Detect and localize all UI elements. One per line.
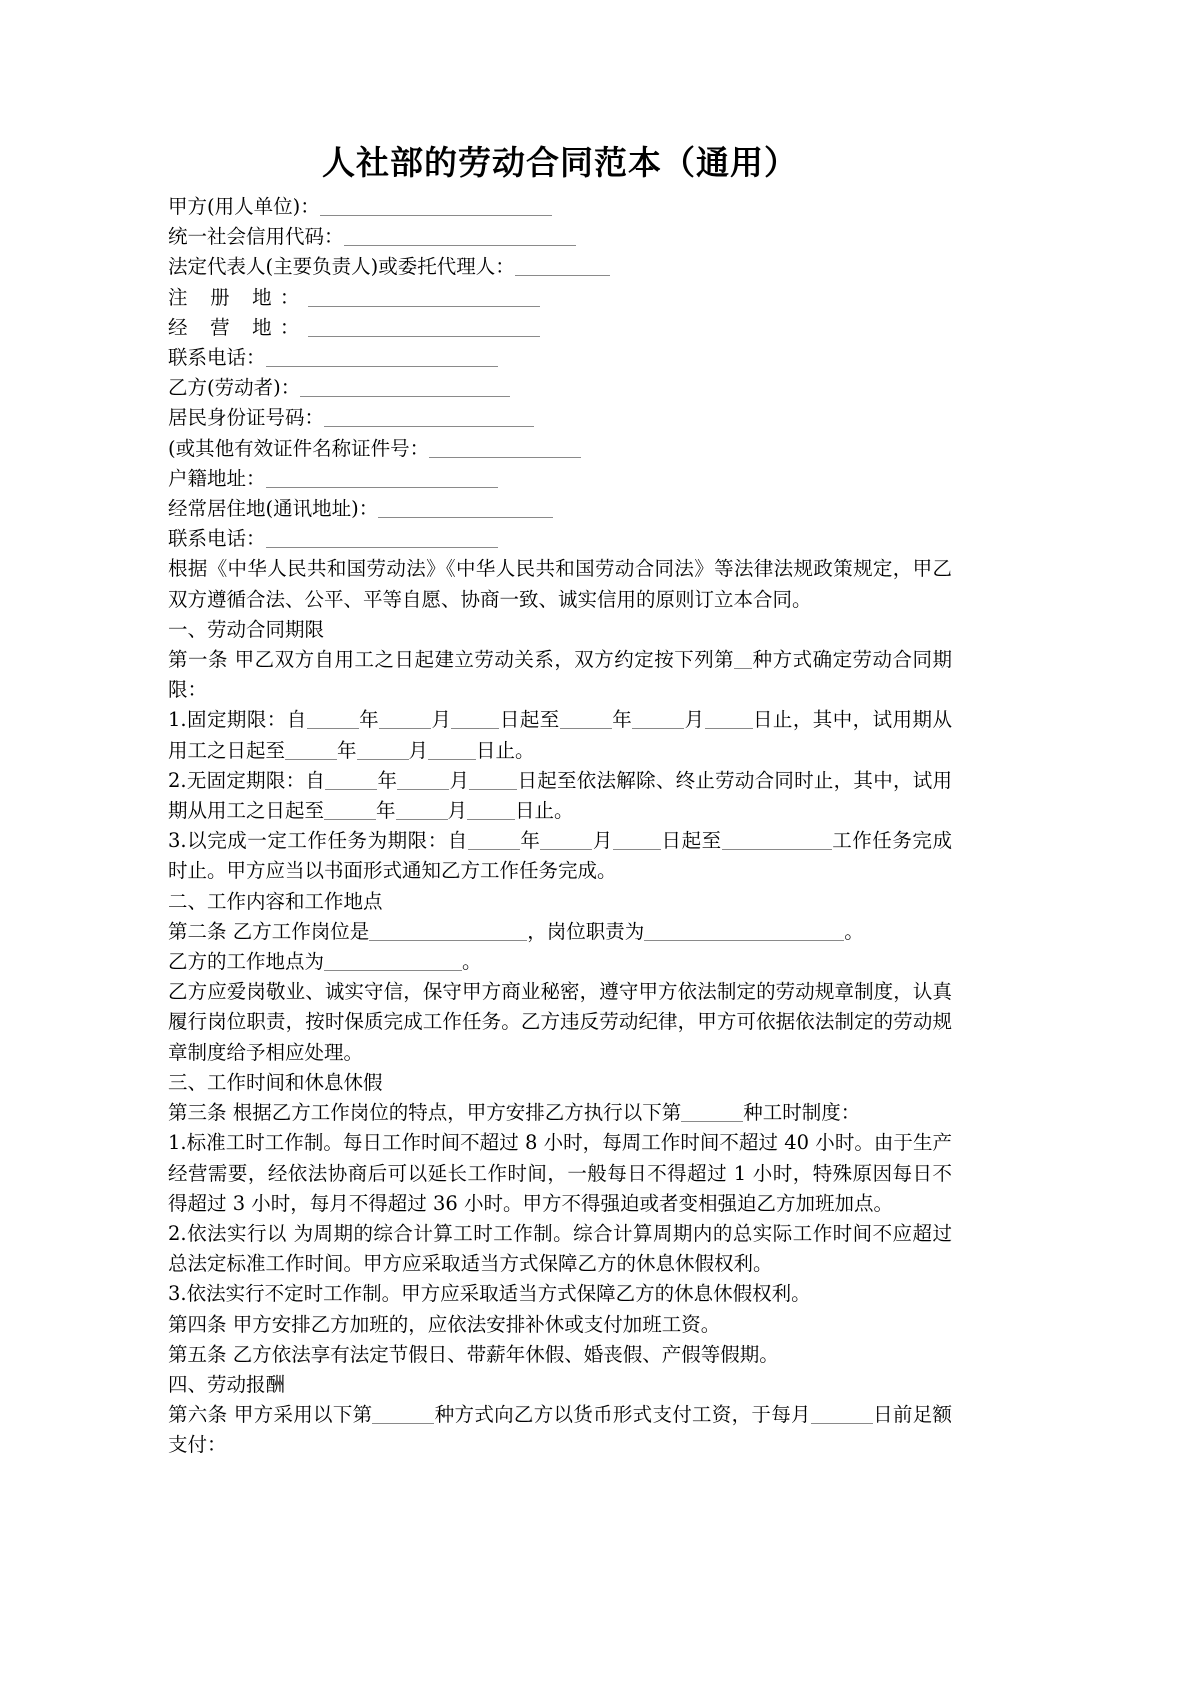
clause-text: 。 — [462, 950, 482, 974]
fill-in-blank[interactable] — [266, 468, 498, 488]
clause-clause-5 — [168, 1340, 952, 1370]
clause-text: 第五条 乙方依法享有法定节假日、带薪年休假、婚丧假、产假等假期。 — [168, 1342, 779, 1366]
clause-text: 年 — [519, 829, 541, 853]
clause-text: 种方式向乙方以货币形式支付工资，于每月 — [434, 1403, 811, 1427]
clause-text: 月 — [449, 768, 470, 792]
clause-text: 日起至 — [499, 708, 560, 732]
fill-in-blank[interactable] — [324, 407, 534, 427]
form-field-row — [168, 313, 952, 343]
fill-in-blank[interactable] — [705, 709, 753, 729]
fill-in-blank[interactable] — [372, 1404, 434, 1424]
form-field-row — [168, 373, 952, 403]
fill-in-blank[interactable] — [515, 256, 610, 276]
fill-in-blank[interactable] — [467, 800, 515, 820]
fill-in-blank[interactable] — [540, 830, 592, 850]
clause-text: 第四条 甲方安排乙方加班的，应依法安排补休或支付加班工资。 — [168, 1312, 721, 1336]
clause-clause-2-duty — [168, 977, 952, 1068]
form-field-row — [168, 192, 952, 222]
clause-text: 第三条 根据乙方工作岗位的特点，甲方安排乙方执行以下第 — [168, 1101, 682, 1125]
form-field-row — [168, 252, 952, 282]
clause-text: 日止。 — [476, 738, 535, 762]
clause-clause-3 — [168, 1098, 952, 1128]
clause-clause-1-item-1 — [168, 705, 952, 765]
clause-text: ，岗位职责为 — [527, 919, 645, 943]
form-field-label: 经常居住地(通讯地址)： — [168, 497, 379, 521]
clause-text: 乙方的工作地点为 — [168, 950, 325, 974]
clause-clause-3-item-1 — [168, 1128, 952, 1219]
clause-text: 第六条 甲方采用以下第 — [168, 1403, 373, 1427]
form-field-label: 联系电话： — [168, 346, 266, 370]
fill-in-blank[interactable] — [320, 196, 552, 216]
clause-text: 月 — [684, 708, 705, 732]
preamble-paragraph — [168, 554, 952, 614]
clause-text: 日止，其中，试用期从用工之日起至 — [168, 708, 952, 762]
clause-text: 日起至 — [660, 829, 722, 853]
clause-clause-2 — [168, 917, 952, 947]
form-field-label: 甲方(用人单位)： — [168, 195, 320, 218]
fill-in-blank[interactable] — [325, 770, 377, 790]
contract-sections — [168, 615, 952, 1461]
section-heading: 三、工作时间和休息休假 — [168, 1070, 383, 1094]
fill-in-blank[interactable] — [644, 921, 844, 941]
page-title: 人社部的劳动合同范本（通用） — [322, 143, 798, 182]
fill-in-blank[interactable] — [397, 770, 449, 790]
fill-in-blank[interactable] — [468, 830, 520, 850]
clause-clause-1 — [168, 645, 952, 705]
clause-text: 第一条 甲乙双方自用工之日起建立劳动关系，双方约定按下列第 — [168, 648, 735, 672]
clause-clause-3-item-2 — [168, 1219, 952, 1279]
clause-text: 年 — [611, 708, 633, 732]
form-field-label: (或其他有效证件名称证件号： — [168, 436, 430, 460]
form-field-label: 注 册 地： — [168, 285, 308, 309]
clause-text: 年 — [377, 768, 398, 792]
fill-in-blank[interactable] — [722, 830, 832, 850]
section-heading: 一、劳动合同期限 — [168, 617, 325, 641]
fill-in-blank[interactable] — [429, 438, 581, 458]
form-field-label: 居民身份证号码： — [168, 406, 325, 430]
form-field-label: 乙方(劳动者)： — [168, 376, 301, 400]
form-field-row — [168, 434, 952, 464]
form-field-row — [168, 464, 952, 494]
clause-text: 日前足额支付： — [168, 1403, 952, 1457]
fill-in-blank[interactable] — [324, 800, 376, 820]
fill-in-blank[interactable] — [357, 740, 409, 760]
preamble-text: 根据《中华人民共和国劳动法》《中华人民共和国劳动合同法》等法律法规政策规定，甲乙双方遵循合法、公平、平等自愿、协商一致、诚实信用的原则订立本合同。 — [168, 557, 952, 611]
clause-text: 种方式确定劳动合同期限： — [168, 648, 952, 702]
fill-in-blank[interactable] — [266, 347, 498, 367]
fill-in-blank[interactable] — [300, 377, 510, 397]
clause-clause-1-item-3 — [168, 826, 952, 886]
fill-in-blank[interactable] — [811, 1404, 873, 1424]
clause-text: 2.依法实行以 为周期的综合计算工时工作制。综合计算周期内的总实际工作时间不应超过总法定标准工作时间。甲方应采取适当方式保障乙方的休息休假权利。 — [168, 1221, 952, 1276]
clause-text: 1.标准工时工作制。每日工作时间不超过 8 小时，每周工作时间不超过 40 小时。由于生产经营需要，经依法协商后可以延长工作时间，一般每日不得超过 1 小时，特殊原因每日不得超过 3 小时，每月不得超过 36 小时。甲方不得强迫或者变相强迫乙方加班加点。 — [168, 1131, 952, 1215]
fill-in-blank[interactable] — [632, 709, 684, 729]
clause-text: 日止。 — [515, 799, 574, 823]
form-field-row — [168, 283, 952, 313]
clause-text: 月 — [408, 738, 429, 762]
clause-text: 年 — [376, 799, 396, 823]
fill-in-blank[interactable] — [613, 830, 661, 850]
clause-text: 乙方应爱岗敬业、诚实守信，保守甲方商业秘密，遵守甲方依法制定的劳动规章制度，认真履行岗位职责，按时保质完成工作任务。乙方违反劳动纪律，甲方可依据依法制定的劳动规章制度给予相应处理。 — [168, 980, 952, 1064]
fill-in-blank[interactable] — [324, 951, 462, 971]
clause-text: 月 — [447, 799, 468, 823]
fill-in-blank[interactable] — [285, 740, 337, 760]
fill-in-blank[interactable] — [308, 287, 540, 307]
clause-text: 年 — [358, 708, 380, 732]
fill-in-blank[interactable] — [369, 921, 527, 941]
fill-in-blank[interactable] — [344, 226, 576, 246]
fill-in-blank[interactable] — [451, 709, 499, 729]
clause-text: 日起至依法解除、终止劳动合同时止，其中，试用期从用工之日起至 — [168, 768, 952, 823]
form-field-label: 经 营 地： — [168, 315, 308, 339]
fill-in-blank[interactable] — [734, 649, 752, 669]
fill-in-blank[interactable] — [560, 709, 612, 729]
clause-text: 3.依法实行不定时工作制。甲方应采取适当方式保障乙方的休息休假权利。 — [168, 1282, 811, 1306]
clause-clause-2-location — [168, 947, 952, 977]
form-field-row — [168, 524, 952, 554]
clause-clause-4 — [168, 1310, 952, 1340]
clause-clause-6 — [168, 1400, 952, 1460]
clause-text: 。 — [844, 919, 864, 943]
form-field-row — [168, 343, 952, 373]
form-field-label: 统一社会信用代码： — [168, 225, 344, 249]
fill-in-blank[interactable] — [308, 317, 540, 337]
clause-text: 种工时制度： — [743, 1101, 861, 1125]
section-heading: 四、劳动报酬 — [168, 1372, 286, 1396]
clause-text: 3.以完成一定工作任务为期限：自 — [168, 829, 468, 853]
form-field-row — [168, 222, 952, 252]
clause-text: 第二条 乙方工作岗位是 — [168, 919, 370, 943]
clause-clause-3-item-3 — [168, 1279, 952, 1309]
fill-in-blank[interactable] — [266, 528, 498, 548]
form-field-row — [168, 494, 952, 524]
form-field-label: 联系电话： — [168, 527, 266, 551]
fill-in-blank[interactable] — [428, 740, 476, 760]
form-field-label: 法定代表人(主要负责人)或委托代理人： — [168, 255, 515, 279]
fill-in-blank[interactable] — [396, 800, 448, 820]
document-body — [168, 140, 952, 1461]
clause-text: 年 — [337, 738, 357, 762]
fill-in-blank[interactable] — [378, 498, 553, 518]
clause-text: 2.无固定期限：自 — [168, 768, 326, 792]
clause-text: 工作任务完成时止。甲方应当以书面形式通知乙方工作任务完成。 — [168, 829, 952, 883]
clause-text: 月 — [592, 829, 613, 853]
fill-in-blank[interactable] — [307, 709, 359, 729]
section-heading: 二、工作内容和工作地点 — [168, 889, 383, 913]
form-field-label: 户籍地址： — [168, 466, 266, 490]
clause-text: 月 — [431, 708, 452, 732]
form-field-row — [168, 403, 952, 433]
fill-in-blank[interactable] — [681, 1102, 743, 1122]
clause-clause-1-item-2 — [168, 766, 952, 826]
fill-in-blank[interactable] — [469, 770, 517, 790]
party-form-fields — [168, 192, 952, 554]
fill-in-blank[interactable] — [379, 709, 431, 729]
clause-text: 1.固定期限：自 — [168, 708, 307, 732]
